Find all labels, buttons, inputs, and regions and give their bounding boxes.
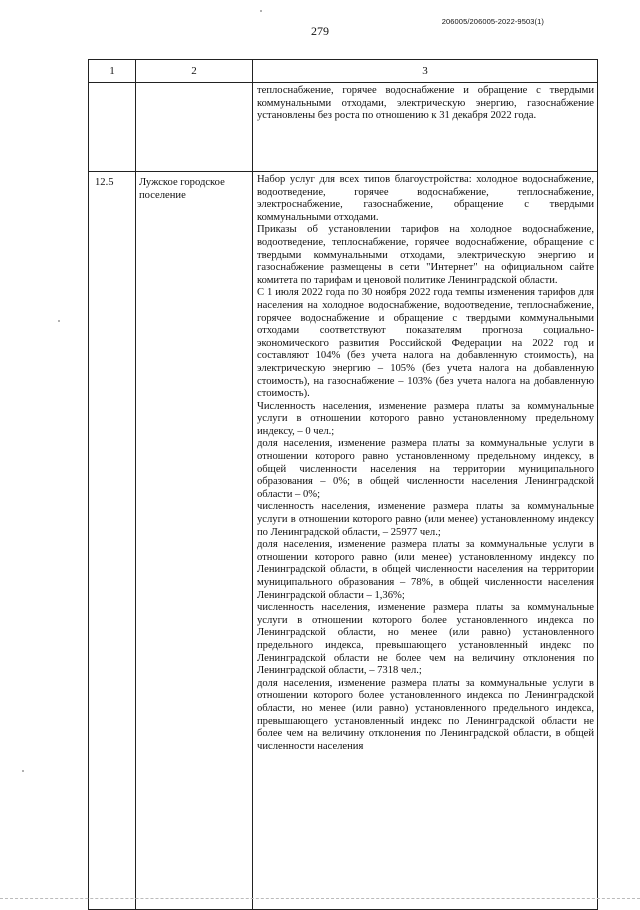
paragraph: Набор услуг для всех типов благоустройства: холодное водоснабжение, водоотведение, горячее водоснабжение, теплоснабжение, электроснабжение, газоснабжение, обращение с твердыми коммунальными отходами. [257, 174, 594, 223]
row-number-cell [89, 83, 136, 172]
paragraph: доля населения, изменение размера платы за коммунальные услуги в отношении которого более установленного индекса по Ленинградской области, но менее (или равно) установленного предельного индекса, превышающего установленный индекс по Ленинградской области не более чем на величину отклонения по Ленинградской области, в общей численности населения [257, 677, 594, 752]
table-row-continued [89, 83, 598, 172]
scan-speck [58, 320, 60, 322]
scan-speck [22, 770, 24, 772]
paragraph: Приказы об установлении тарифов на холодное водоснабжение, водоотведение, теплоснабжение, горячее водоснабжение, обращение с твердыми коммунальными отходами, электрическую энергию и газоснабжение размещены в сети "Интернет" на официальном сайте комитета по тарифам и ценовой политике Ленинградской области. [257, 224, 594, 286]
column-header-2: 2 [136, 60, 253, 83]
scan-edge [0, 898, 640, 899]
paragraph: доля населения, изменение размера платы за коммунальные услуги в отношении которого равно установленному предельному индексу, в общей численности населения на территории муниципального образования – 0%; в общей численности населения Ленинградской области – 0%; [257, 438, 594, 500]
settlement-cell: Лужское городское поселение [136, 172, 253, 910]
paragraph: численность населения, изменение размера платы за коммунальные услуги в отношении которого более установленного индекса по Ленинградской области, но менее (или равно) установленного предельного индекса, превышающего установленный индекс по Ленинградской области не более чем на величину отклонения по Ленинградской области, – 7318 чел.; [257, 602, 594, 677]
paragraph: доля населения, изменение размера платы за коммунальные услуги в отношении которого равно (или менее) установленному индексу по Ленинградской области, в общей численности населения на территории муниципального образования – 78%, в общей численности населения Ленинградской области – 1,36%; [257, 539, 594, 601]
description-cell [253, 83, 598, 172]
row-number-cell: 12.5 [89, 172, 136, 910]
description-cell [253, 172, 598, 910]
settlement-cell [136, 83, 253, 172]
page-number: 279 [311, 24, 329, 38]
paragraph: С 1 июля 2022 года по 30 ноября 2022 года темпы изменения тарифов для населения на холодное водоснабжение, водоотведение, теплоснабжение, горячее водоснабжение и обращение с твердыми коммунальными отходами соответствуют показателям прогноза социально-экономического развития Российской Федерации на 2022 год и составляют 104% (без учета налога на добавленную стоимость), на электрическую энергию – 105% (без учета налога на добавленную стоимость), на газоснабжение – 103% (без учета налога на добавленную стоимость). [257, 287, 594, 400]
continued-paragraph: теплоснабжение, горячее водоснабжение и обращение с твердыми коммунальными отходами, электрическую энергию, газоснабжение установлены без роста по отношению к 31 декабря 2022 года. [257, 85, 594, 122]
paragraph: численность населения, изменение размера платы за коммунальные услуги в отношении которого равно (или менее) установленному индексу по Ленинградской области, – 25977 чел.; [257, 501, 594, 538]
column-header-1: 1 [89, 60, 136, 83]
scan-speck [260, 10, 262, 12]
tariff-table [88, 59, 598, 910]
table-row-12-5 [89, 172, 598, 910]
document-code: 206005/206005-2022-9503(1) [441, 17, 544, 26]
column-header-3: 3 [253, 60, 598, 83]
table-header-row [89, 60, 598, 83]
paragraph: Численность населения, изменение размера платы за коммунальные услуги в отношении которого равно установленному предельному индексу, – 0 чел.; [257, 400, 594, 437]
